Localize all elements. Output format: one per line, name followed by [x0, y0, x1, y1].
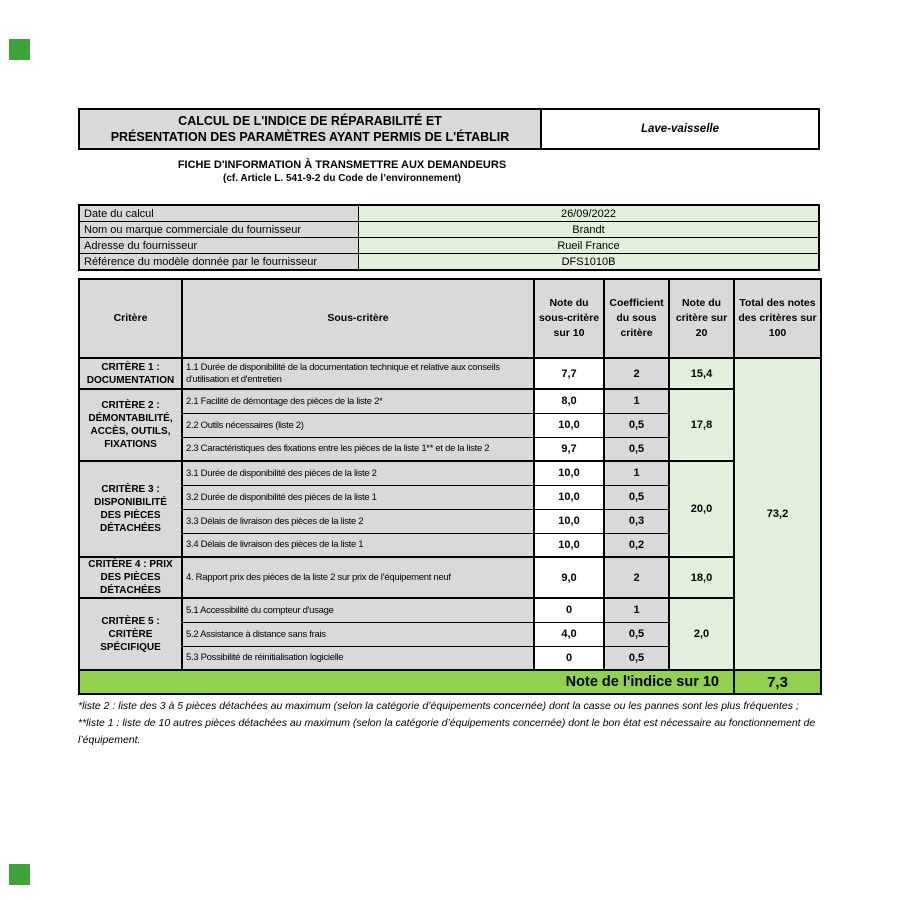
document-title: [80, 110, 542, 148]
subtitle-block: [78, 159, 606, 184]
header-coefficient: Coefficient du sous critère: [604, 279, 669, 358]
subscore-cell: 9,0: [534, 557, 604, 598]
table-row: [79, 222, 819, 238]
criterion-score-cell: 2,0: [669, 598, 734, 670]
coefficient-cell: 0,5: [604, 485, 669, 509]
table-row: [79, 557, 821, 598]
info-label-model: Référence du modèle donnée par le fournisseur: [79, 254, 359, 271]
table-row: [79, 389, 821, 413]
subcriterion-cell: 5.2 Assistance à distance sans frais: [182, 622, 534, 646]
subtitle-line-1: FICHE D'INFORMATION À TRANSMETTRE AUX DEMANDEURS: [177, 159, 507, 171]
subcriterion-cell: 2.1 Facilité de démontage des pièces de la liste 2*: [182, 389, 534, 413]
final-score-label: Note de l'indice sur 10: [79, 670, 734, 694]
subcriterion-cell: 5.3 Possibilité de réinitialisation logicielle: [182, 646, 534, 670]
coefficient-cell: 1: [604, 598, 669, 622]
footnote-liste-1: **liste 1 : liste de 10 autres pièces détachées au maximum (selon la catégorie d’équipements concernée) dont le bon état est nécessaire au fonctionnement de l’équipement.: [78, 717, 816, 746]
criterion-cell: CRITÈRE 1 : DOCUMENTATION: [79, 358, 182, 389]
subcriterion-cell: 3.2 Durée de disponibilité des pièces de la liste 1: [182, 485, 534, 509]
subscore-cell: 10,0: [534, 509, 604, 533]
subcriterion-cell: 3.3 Délais de livraison des pièces de la liste 2: [182, 509, 534, 533]
total-score-cell: 73,2: [734, 358, 821, 670]
subscore-cell: 10,0: [534, 461, 604, 485]
header-note-sous-critere: Note du sous-critère sur 10: [534, 279, 604, 358]
subscore-cell: 9,7: [534, 437, 604, 461]
subcriterion-cell: 2.3 Caractéristiques des fixations entre les pièces de la liste 1** et de la liste 2: [182, 437, 534, 461]
subscore-cell: 10,0: [534, 533, 604, 557]
supplier-info-table: [78, 204, 820, 271]
subscore-cell: 7,7: [534, 358, 604, 389]
table-row: [79, 461, 821, 485]
green-marker-top-left: [9, 39, 30, 60]
repairability-score-table: [78, 278, 822, 695]
footnotes: [78, 698, 826, 749]
title-line-1: CALCUL DE L'INDICE DE RÉPARABILITÉ ET: [178, 114, 442, 128]
subscore-cell: 8,0: [534, 389, 604, 413]
title-line-2: PRÉSENTATION DES PARAMÈTRES AYANT PERMIS DE L'ÉTABLIR: [110, 130, 510, 144]
subscore-cell: 4,0: [534, 622, 604, 646]
info-label-brand: Nom ou marque commerciale du fournisseur: [79, 222, 359, 238]
table-row: [79, 238, 819, 254]
coefficient-cell: 1: [604, 389, 669, 413]
green-marker-bottom-left: [9, 864, 30, 885]
subcriterion-cell: 2.2 Outils nécessaires (liste 2): [182, 413, 534, 437]
info-label-date: Date du calcul: [79, 205, 359, 222]
subscore-cell: 10,0: [534, 413, 604, 437]
coefficient-cell: 2: [604, 557, 669, 598]
criterion-score-cell: 18,0: [669, 557, 734, 598]
table-row: [79, 254, 819, 271]
table-row: [79, 358, 821, 389]
product-category-label: Lave-vaisselle: [640, 123, 719, 135]
coefficient-cell: 0,5: [604, 646, 669, 670]
subcriterion-cell: 5.1 Accessibilité du compteur d'usage: [182, 598, 534, 622]
coefficient-cell: 0,2: [604, 533, 669, 557]
coefficient-cell: 1: [604, 461, 669, 485]
info-value-brand: Brandt: [359, 222, 820, 238]
coefficient-cell: 0,3: [604, 509, 669, 533]
criterion-cell: CRITÈRE 3 : DISPONIBILITÉ DES PIÈCES DÉTACHÉES: [79, 461, 182, 557]
criterion-score-cell: 17,8: [669, 389, 734, 461]
info-value-address: Rueil France: [359, 238, 820, 254]
coefficient-cell: 0,5: [604, 622, 669, 646]
subtitle-line-2: (cf. Article L. 541-9-2 du Code de l’environnement): [222, 173, 461, 184]
criterion-cell: CRITÈRE 4 : PRIX DES PIÈCES DÉTACHÉES: [79, 557, 182, 598]
table-row: [79, 598, 821, 622]
header-note-critere-20: Note du critère sur 20: [669, 279, 734, 358]
header-total-100: Total des notes des critères sur 100: [734, 279, 821, 358]
criterion-score-cell: 15,4: [669, 358, 734, 389]
criterion-cell: CRITÈRE 5 : CRITÈRE SPÉCIFIQUE: [79, 598, 182, 670]
subcriterion-cell: 1.1 Durée de disponibilité de la documentation technique et relative aux conseils d'utilisation et d'entretien: [182, 358, 534, 389]
final-score-value: 7,3: [734, 670, 821, 694]
subcriterion-cell: 3.4 Délais de livraison des pièces de la liste 1: [182, 533, 534, 557]
subscore-cell: 10,0: [534, 485, 604, 509]
coefficient-cell: 0,5: [604, 413, 669, 437]
footnote-liste-2: *liste 2 : liste des 3 à 5 pièces détachées au maximum (selon la catégorie d’équipements concernée) dont la casse ou les pannes sont les plus fréquentes ;: [78, 700, 799, 712]
coefficient-cell: 2: [604, 358, 669, 389]
table-row: [79, 205, 819, 222]
info-label-address: Adresse du fournisseur: [79, 238, 359, 254]
subscore-cell: 0: [534, 646, 604, 670]
coefficient-cell: 0,5: [604, 437, 669, 461]
subcriterion-cell: 3.1 Durée de disponibilité des pièces de la liste 2: [182, 461, 534, 485]
header-sous-critere: Sous-critère: [182, 279, 534, 358]
info-value-model: DFS1010B: [359, 254, 820, 271]
subscore-cell: 0: [534, 598, 604, 622]
info-value-date: 26/09/2022: [359, 205, 820, 222]
final-score-row: [79, 670, 821, 694]
criterion-score-cell: 20,0: [669, 461, 734, 557]
table-header-row: [79, 279, 821, 358]
document-header: [78, 108, 820, 150]
subcriterion-cell: 4. Rapport prix des pièces de la liste 2 sur prix de l’équipement neuf: [182, 557, 534, 598]
header-critere: Critère: [79, 279, 182, 358]
criterion-cell: CRITÈRE 2 : DÉMONTABILITÉ, ACCÈS, OUTILS, FIXATIONS: [79, 389, 182, 461]
